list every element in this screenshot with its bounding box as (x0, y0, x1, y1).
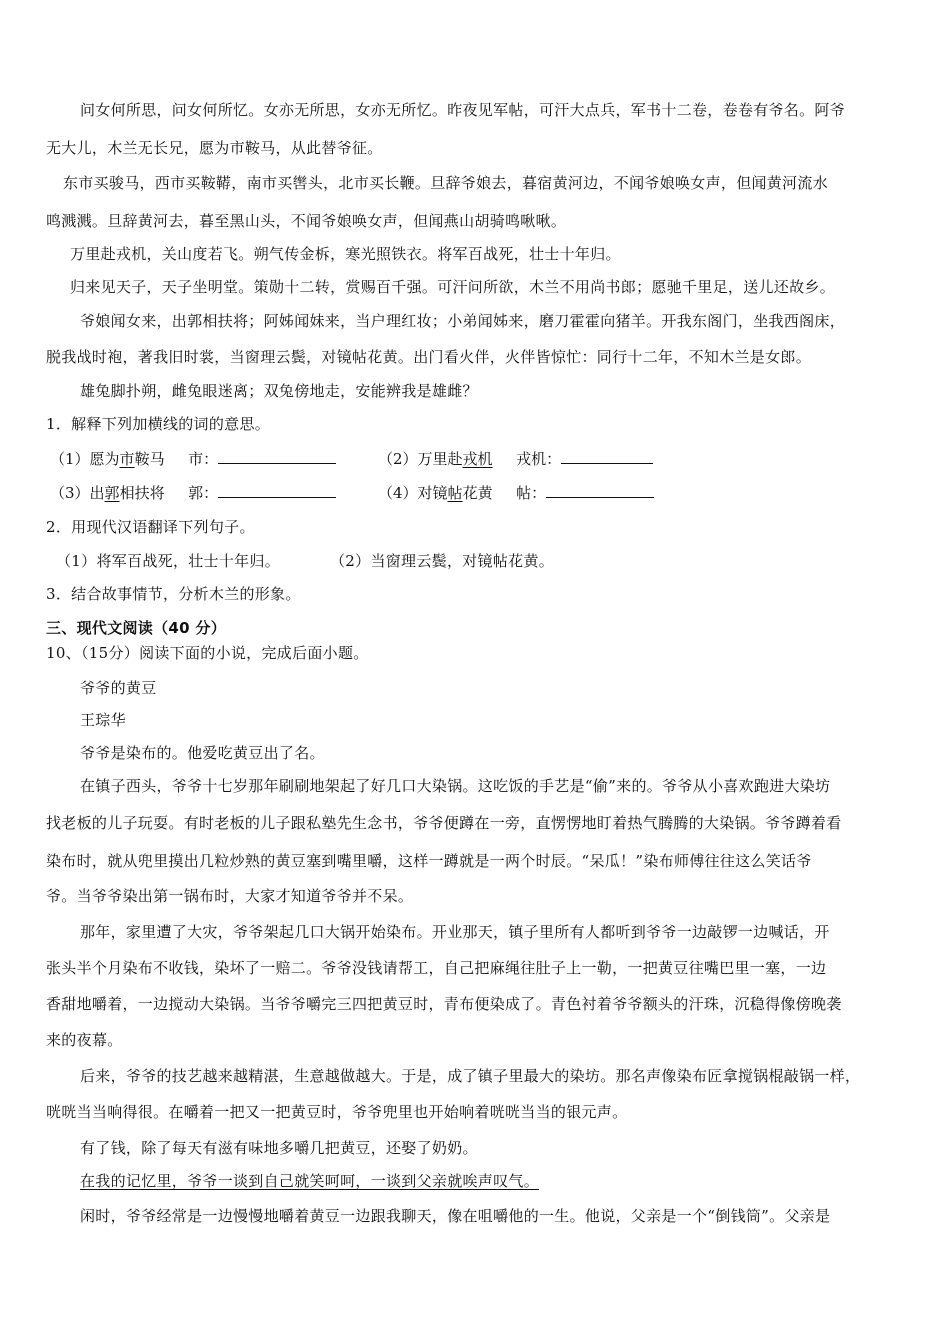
story-line: 香甜地嚼着，一边搅动大染锅。当爷爷嚼完三四把黄豆时，青布便染成了。青色衬着爷爷额头的汗珠，沉稳得像傍晚袭 (46, 995, 842, 1013)
answer-blank[interactable] (546, 483, 654, 498)
q1-item-2: （2）万里赴戎机 戎机： (378, 449, 653, 469)
story-author: 王琮华 (80, 711, 126, 729)
story-line: 闲时，爷爷经常是一边慢慢地嚼着黄豆一边跟我聊天，像在咀嚼他的一生。他说，父亲是一个“倒钱筒”。父亲是 (80, 1207, 831, 1225)
story-line: 在镇子西头，爷爷十七岁那年刷刷地架起了好几口大染锅。这吃饭的手艺是“偷”来的。爷爷从小喜欢跑进大染坊 (80, 777, 831, 795)
story-line: 找老板的儿子玩耍。有时老板的儿子跟私塾先生念书，爷爷便蹲在一旁，直愣愣地盯着热气腾腾的大染锅。爷爷蹲着看 (46, 814, 842, 832)
poem-line: 雄兔脚扑朔，雌兔眼迷离；双兔傍地走，安能辨我是雄雌？ (80, 382, 478, 400)
poem-line: 鸣溅溅。旦辞黄河去，暮至黑山头，不闻爷娘唤女声，但闻燕山胡骑鸣啾啾。 (46, 212, 567, 230)
q2-sentence-2: （2）当窗理云鬓，对镜帖花黄。 (330, 552, 555, 570)
poem-line: 东市买骏马，西市买鞍鞯，南市买辔头，北市买长鞭。旦辞爷娘去，暮宿黄河边，不闻爷娘唤女声，但闻黄河流水 (63, 174, 829, 192)
story-line: 有了钱，除了每天有滋有味地多嚼几把黄豆，还娶了奶奶。 (80, 1139, 478, 1157)
story-line: 那年，家里遭了大灾，爷爷架起几口大锅开始染布。开业那天，镇子里所有人都听到爷爷一边敲锣一边喊话，开 (80, 923, 830, 941)
poem-line: 无大儿，木兰无长兄，愿为市鞍马，从此替爷征。 (46, 139, 383, 157)
story-line: 后来，爷爷的技艺越来越精湛，生意越做越大。于是，成了镇子里最大的染坊。那名声像染布匠拿搅锅棍敲锅一样， (80, 1067, 861, 1085)
poem-line: 归来见天子，天子坐明堂。策勋十二转，赏赐百千强。可汗问所欲，木兰不用尚书郎；愿驰千里足，送儿还故乡。 (70, 278, 836, 296)
question-1-title: 1．解释下列加横线的词的意思。 (46, 415, 271, 433)
story-title: 爷爷的黄豆 (80, 679, 157, 697)
q1-item-4: （4）对镜帖花黄 帖： (378, 483, 654, 503)
question-10-intro: 10、（15分）阅读下面的小说，完成后面小题。 (46, 644, 369, 662)
q1-item-1: （1）愿为市鞍马 市： (50, 449, 336, 469)
question-3-title: 3．结合故事情节，分析木兰的形象。 (46, 585, 301, 603)
section-heading: 三、现代文阅读（40 分） (46, 619, 226, 637)
underlined-word: 郭 (104, 484, 120, 502)
question-2-title: 2．用现代汉语翻译下列句子。 (46, 518, 255, 536)
answer-blank[interactable] (218, 449, 336, 464)
answer-blank[interactable] (218, 483, 336, 498)
poem-line: 万里赴戎机，关山度若飞。朔气传金柝，寒光照铁衣。将军百战死，壮士十年归。 (70, 245, 621, 263)
story-line: 来的夜幕。 (46, 1031, 123, 1049)
story-line: 爷。当爷爷染出第一锅布时，大家才知道爷爷并不呆。 (46, 887, 414, 905)
story-line: 爷爷是染布的。他爱吃黄豆出了名。 (80, 744, 325, 762)
q1-item-3: （3）出郭相扶将 郭： (50, 483, 336, 503)
answer-blank[interactable] (561, 449, 653, 464)
poem-line: 脱我战时袍，著我旧时裳，当窗理云鬓，对镜帖花黄。出门看火伴，火伴皆惊忙：同行十二年，不知木兰是女郎。 (46, 348, 812, 366)
story-line: 染布时，就从兜里摸出几粒炒熟的黄豆塞到嘴里嚼，这样一蹲就是一两个时辰。“呆瓜！”染布师傅往往这么笑话爷 (46, 852, 812, 870)
story-line: 咣咣当当响得很。在嚼着一把又一把黄豆时，爷爷兜里也开始响着咣咣当当的银元声。 (46, 1103, 628, 1121)
underlined-word: 帖 (447, 484, 463, 502)
underlined-word: 市 (119, 450, 135, 468)
story-line: 张头半个月染布不收钱，染坏了一赔二。爷爷没钱请帮工，自己把麻绳往肚子上一勒，一把黄豆往嘴巴里一塞，一边 (46, 959, 827, 977)
story-line-underlined: 在我的记忆里，爷爷一谈到自己就笑呵呵，一谈到父亲就唉声叹气。 (80, 1172, 540, 1190)
q2-sentence-1: （1）将军百战死，壮士十年归。 (56, 552, 281, 570)
underlined-word: 戎机 (462, 450, 493, 468)
poem-line: 爷娘闻女来，出郭相扶将；阿姊闻妹来，当户理红妆；小弟闻姊来，磨刀霍霍向猪羊。开我东阁门，坐我西阁床， (80, 312, 846, 330)
poem-line: 问女何所思，问女何所忆。女亦无所思，女亦无所忆。昨夜见军帖，可汗大点兵，军书十二卷，卷卷有爷名。阿爷 (80, 101, 846, 119)
